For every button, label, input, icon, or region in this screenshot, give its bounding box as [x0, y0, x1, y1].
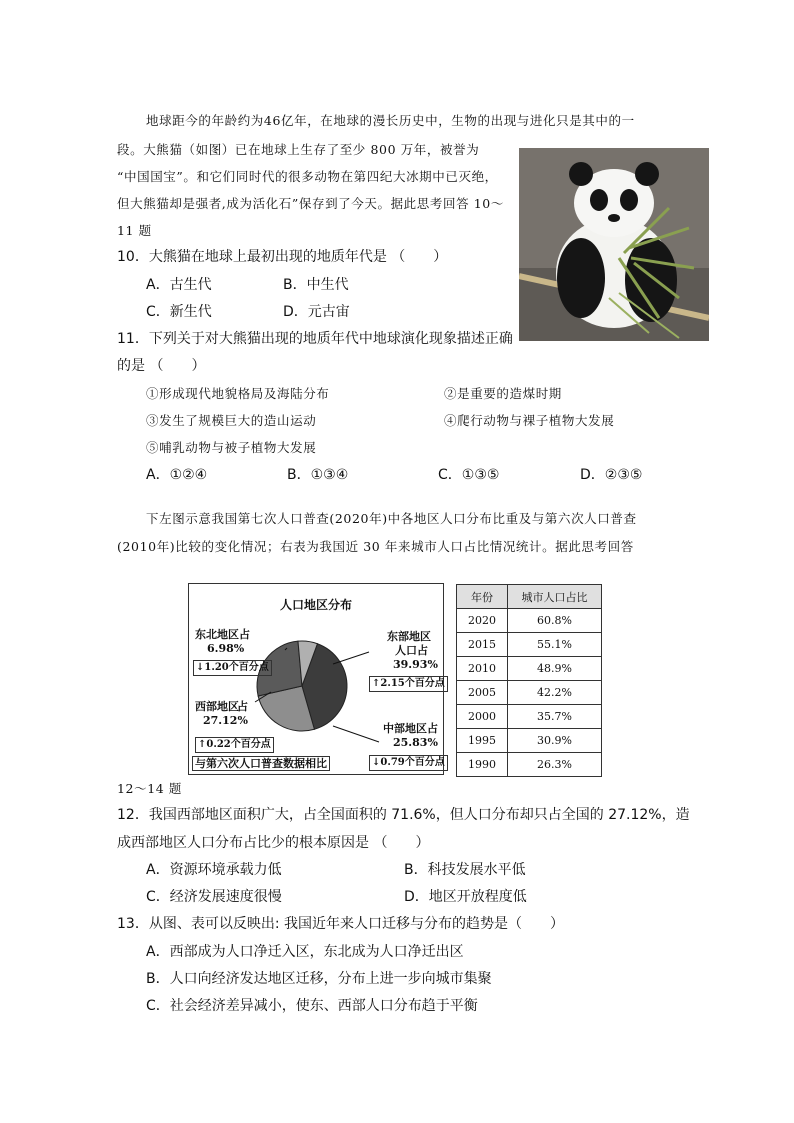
q13-option-b[interactable]: B．人口向经济发达地区迁移，分布上进一步向城市集聚: [146, 971, 492, 987]
table-cell-share: 48.9%: [508, 657, 602, 681]
table-row: [457, 705, 602, 729]
label-central-value: 25.83%: [393, 736, 438, 749]
table-row: [457, 633, 602, 657]
table-cell-share: 60.8%: [508, 609, 602, 633]
label-west-value: 27.12%: [203, 714, 248, 727]
intro1-line5: 11 题: [117, 223, 152, 238]
q11-stem-line2: 的是 （ ）: [117, 358, 206, 374]
table-cell-year: 1990: [457, 753, 508, 777]
table-row: [457, 729, 602, 753]
table-header-row: [457, 585, 602, 609]
table-header-year: 年份: [457, 585, 508, 609]
table-cell-share: 26.3%: [508, 753, 602, 777]
intro1-line4: 但大熊猫却是强者,成为活化石”保存到了今天。据此思考回答 10～: [117, 196, 504, 211]
intro2-line2: (2010年)比较的变化情况；右表为我国近 30 年来城市人口占比情况统计。据此思考回答: [117, 539, 634, 554]
q11-item-2: ②是重要的造煤时期: [444, 386, 562, 401]
urban-population-table: [456, 584, 602, 777]
intro1-line1: 地球距今的年龄约为46亿年，在地球的漫长历史中，生物的出现与进化只是其中的一: [146, 113, 635, 128]
q11-option-a[interactable]: A．①②④: [146, 467, 208, 483]
panda-illustration: [519, 148, 709, 341]
label-central-name: 中部地区占: [383, 722, 438, 735]
q11-item-5: ⑤哺乳动物与被子植物大发展: [146, 440, 317, 455]
q11-option-c[interactable]: C．①③⑤: [438, 467, 500, 483]
q12-option-a[interactable]: A．资源环境承载力低: [146, 862, 282, 878]
table-header-urban-share: 城市人口占比: [508, 585, 602, 609]
q11-option-b[interactable]: B．①③④: [287, 467, 349, 483]
intro1-line3: “中国国宝”。和它们同时代的很多动物在第四纪大冰期中已灭绝，: [117, 169, 498, 184]
table-row: [457, 753, 602, 777]
table-cell-year: 2015: [457, 633, 508, 657]
table-cell-year: 2020: [457, 609, 508, 633]
table-cell-year: 2005: [457, 681, 508, 705]
table-cell-share: 42.2%: [508, 681, 602, 705]
population-pie-panel: [188, 583, 444, 775]
table-row: [457, 609, 602, 633]
panda-photo: [519, 148, 709, 341]
label-west-name1: 西部地区: [195, 700, 239, 713]
table-cell-share: 55.1%: [508, 633, 602, 657]
q12-option-c[interactable]: C．经济发展速度很慢: [146, 889, 282, 905]
table-cell-year: 2000: [457, 705, 508, 729]
label-east-value: 39.93%: [393, 658, 438, 671]
table-cell-share: 35.7%: [508, 705, 602, 729]
table-cell-share: 30.9%: [508, 729, 602, 753]
q11-stem-line1: 11．下列关于对大熊猫出现的地质年代中地球演化现象描述正确: [117, 331, 513, 347]
q10-option-a[interactable]: A．古生代: [146, 277, 212, 293]
pie-title: 人口地区分布: [279, 598, 352, 612]
label-northeast-change: ↓1.20个百分点: [193, 660, 272, 676]
q12-option-d[interactable]: D．地区开放程度低: [404, 889, 527, 905]
q12-stem-line2: 成西部地区人口分布占比少的根本原因是 （ ）: [117, 835, 430, 851]
q10-option-c[interactable]: C．新生代: [146, 304, 212, 320]
q10-option-b[interactable]: B．中生代: [283, 277, 349, 293]
q10-stem: 10．大熊猫在地球上最初出现的地质年代是 （ ）: [117, 249, 448, 265]
q11-item-1: ①形成现代地貌格局及海陆分布: [146, 386, 330, 401]
q13-option-c[interactable]: C．社会经济差异减小，使东、西部人口分布趋于平衡: [146, 998, 478, 1014]
q12-stem-line1: 12．我国西部地区面积广大，占全国面积的 71.6%，但人口分布却只占全国的 27.12%，造: [117, 807, 690, 823]
pie-footer: 与第六次人口普查数据相比: [192, 756, 330, 771]
table-cell-year: 1995: [457, 729, 508, 753]
label-central-change: ↓0.79个百分点: [369, 755, 448, 771]
label-west-change: ↑0.22个百分点: [195, 737, 274, 753]
label-east-name2: 人口占: [395, 644, 428, 657]
label-northeast-name: 东北地区占: [195, 628, 250, 641]
table-row: [457, 657, 602, 681]
intro2-after: 12～14 题: [117, 781, 182, 796]
q12-option-b[interactable]: B．科技发展水平低: [404, 862, 526, 878]
label-east-change: ↑2.15个百分点: [369, 676, 448, 692]
q13-option-a[interactable]: A．西部成为人口净迁入区，东北成为人口净迁出区: [146, 944, 464, 960]
intro2-line1: 下左图示意我国第七次人口普查(2020年)中各地区人口分布比重及与第六次人口普查: [146, 511, 637, 526]
label-east-name1: 东部地区: [387, 630, 431, 643]
label-northeast-value: 6.98%: [207, 642, 245, 655]
table-row: [457, 681, 602, 705]
q10-option-d[interactable]: D．元古宙: [283, 304, 350, 320]
intro1-line2: 段。大熊猫（如图）已在地球上生存了至少 800 万年，被誉为: [117, 142, 480, 157]
q11-item-4: ④爬行动物与裸子植物大发展: [444, 413, 615, 428]
q11-item-3: ③发生了规模巨大的造山运动: [146, 413, 317, 428]
table-cell-year: 2010: [457, 657, 508, 681]
label-west-name2: 占: [237, 700, 248, 713]
q11-option-d[interactable]: D．②③⑤: [580, 467, 643, 483]
q13-stem: 13．从图、表可以反映出: 我国近年来人口迁移与分布的趋势是（ ）: [117, 916, 564, 932]
